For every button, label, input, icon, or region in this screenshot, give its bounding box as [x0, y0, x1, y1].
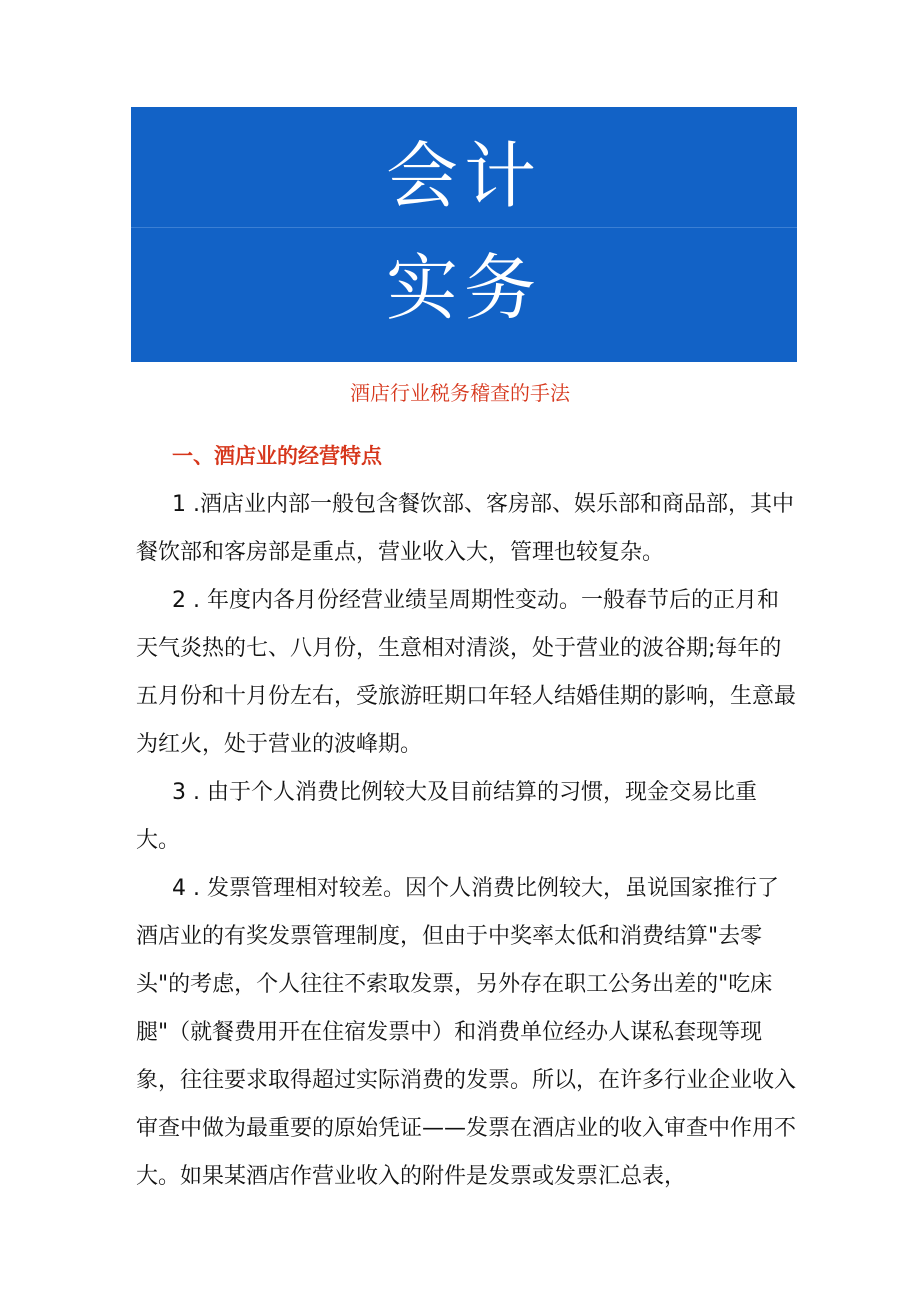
paragraph-1 [136, 481, 796, 577]
section-heading: 一、酒店业的经营特点 [172, 444, 382, 468]
paragraph-1-text: 1 .酒店业内部一般包含餐饮部、客房部、娱乐部和商品部，其中餐饮部和客房部是重点，营业收入大，管理也较复杂。 [136, 492, 794, 565]
paragraph-2 [136, 577, 796, 769]
paragraph-3 [136, 769, 796, 865]
paragraph-2-text: 2 . 年度内各月份经营业绩呈周期性变动。一般春节后的正月和天气炎热的七、八月份，生意相对清淡，处于营业的波谷期;每年的五月份和十月份左右，受旅游旺期口年轻人结婚佳期的影响，生意最为红火，处于营业的波峰期。 [136, 588, 797, 757]
banner-divider [131, 227, 797, 228]
banner-title-line-2: 实务 [385, 246, 542, 330]
paragraph-4-text: 4 . 发票管理相对较差。因个人消费比例较大，虽说国家推行了酒店业的有奖发票管理制度，但由于中奖率太低和消费结算"去零头"的考虑，个人往往不索取发票，另外存在职工公务出差的"吃床腿"（就餐费用开在住宿发票中）和消费单位经办人谋私套现等现象，往往要求取得超过实际消费的发票。所以，在许多行业企业收入审查中做为最重要的原始凭证——发票在酒店业的收入审查中作用不大。如果某酒店作营业收入的附件是发票或发票汇总表， [136, 876, 797, 1189]
document-title: 酒店行业税务稽查的手法 [350, 381, 570, 405]
paragraph-4 [136, 865, 796, 1201]
paragraph-3-text: 3 . 由于个人消费比例较大及目前结算的习惯，现金交易比重大。 [136, 780, 757, 853]
banner-title-line-1: 会计 [385, 134, 542, 218]
